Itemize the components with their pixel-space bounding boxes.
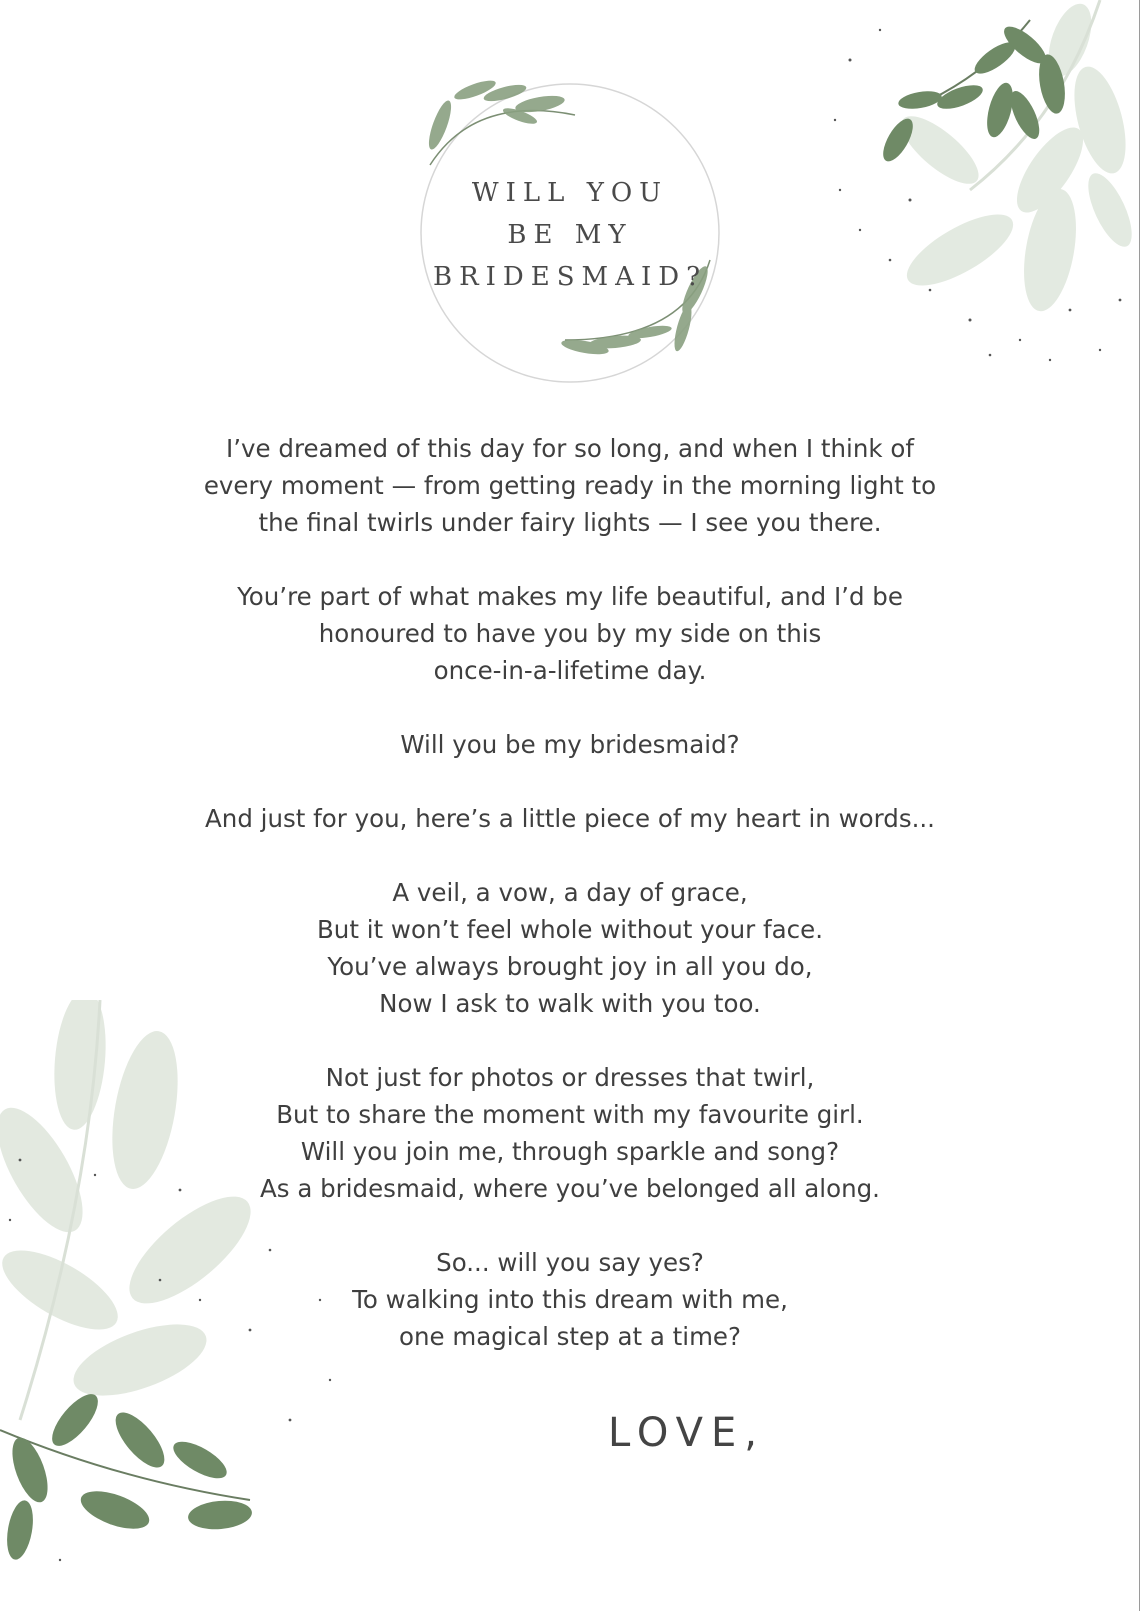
poem-line: But it won’t feel whole without your face.	[317, 915, 823, 944]
closing-line: one magical step at a time?	[398, 1322, 742, 1351]
poem-line: As a bridesmaid, where you’ve belonged all along.	[260, 1174, 880, 1203]
heading-line: WILL YOU	[471, 178, 669, 208]
paragraph-line: I’ve dreamed of this day for so long, and when I think of	[226, 434, 914, 463]
paragraph-line: once-in-a-lifetime day.	[433, 656, 707, 685]
closing-line: To walking into this dream with me,	[352, 1285, 788, 1314]
poem-line: Not just for photos or dresses that twirl,	[325, 1063, 815, 1092]
poem-line: Now I ask to walk with you too.	[379, 989, 761, 1018]
paragraph-line: honoured to have you by my side on this	[318, 619, 822, 648]
paragraph-line: the final twirls under fairy lights — I see you there.	[258, 508, 882, 537]
poem-line: But to share the moment with my favourite girl.	[276, 1100, 864, 1129]
heading-line: BE MY	[507, 220, 633, 250]
paragraph-line: You’re part of what makes my life beautiful, and I’d be	[237, 582, 903, 611]
closing-line: So... will you say yes?	[436, 1248, 704, 1277]
paragraph-line: And just for you, here’s a little piece of my heart in words...	[205, 804, 935, 833]
poem-line: A veil, a vow, a day of grace,	[392, 878, 748, 907]
signoff: LOVE,	[608, 1410, 765, 1456]
poem-line: Will you join me, through sparkle and song?	[300, 1137, 840, 1166]
heading-line: BRIDESMAID?	[432, 262, 708, 292]
paragraph-line: Will you be my bridesmaid?	[400, 730, 740, 759]
paragraph-line: every moment — from getting ready in the morning light to	[203, 471, 937, 500]
poem-line: You’ve always brought joy in all you do,	[327, 952, 813, 981]
